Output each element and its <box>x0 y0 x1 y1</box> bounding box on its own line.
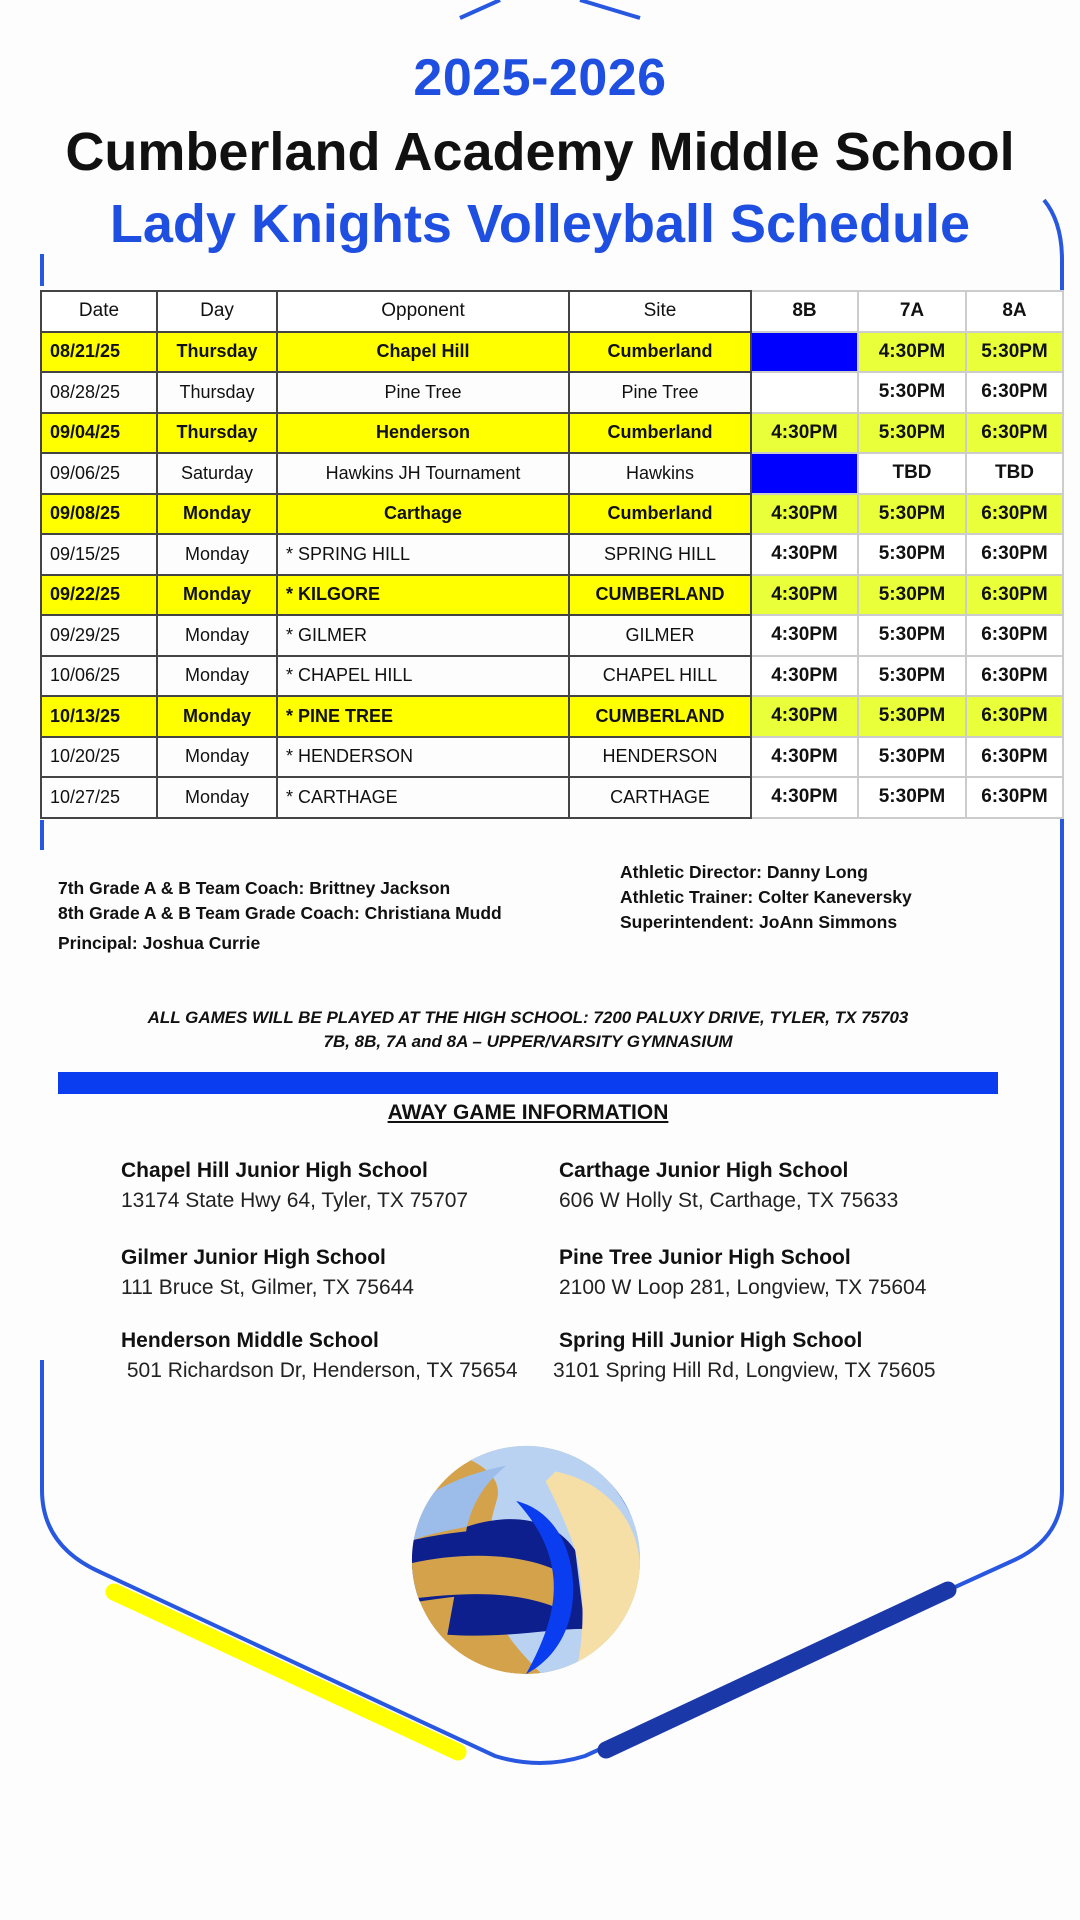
cell-date: 09/22/25 <box>41 575 157 616</box>
table-row <box>41 656 1063 697</box>
athletic-trainer: Athletic Trainer: Colter Kaneversky <box>620 887 912 907</box>
away-school-address: 111 Bruce St, Gilmer, TX 75644 <box>121 1276 414 1299</box>
table-header-row <box>41 291 1063 332</box>
cell-site: Cumberland <box>569 413 751 454</box>
cell-site: CHAPEL HILL <box>569 656 751 697</box>
cell-date: 10/27/25 <box>41 777 157 818</box>
volleyball-icon <box>408 1442 644 1678</box>
away-school-name: Pine Tree Junior High School <box>559 1246 851 1269</box>
season-year: 2025-2026 <box>413 49 667 107</box>
cell-opponent: Pine Tree <box>277 372 569 413</box>
cell-site: HENDERSON <box>569 737 751 778</box>
cell-time-8b <box>751 453 858 494</box>
cell-opponent: * KILGORE <box>277 575 569 616</box>
divider-bar <box>58 1072 998 1094</box>
cell-time-8a: 6:30PM <box>966 696 1063 737</box>
table-row <box>41 332 1063 373</box>
cell-opponent: * GILMER <box>277 615 569 656</box>
cell-day: Thursday <box>157 372 277 413</box>
cell-time-8a: 6:30PM <box>966 575 1063 616</box>
coach-8th-grade: 8th Grade A & B Team Grade Coach: Christiana Mudd <box>58 903 502 923</box>
cell-time-8b: 4:30PM <box>751 656 858 697</box>
away-game-title: AWAY GAME INFORMATION <box>387 1101 669 1124</box>
schedule-table <box>40 290 1064 819</box>
table-row <box>41 575 1063 616</box>
cell-site: Pine Tree <box>569 372 751 413</box>
yellow-stripe <box>114 1592 458 1752</box>
cell-date: 09/06/25 <box>41 453 157 494</box>
cell-day: Saturday <box>157 453 277 494</box>
away-school-address: 3101 Spring Hill Rd, Longview, TX 75605 <box>553 1359 936 1382</box>
cell-site: Cumberland <box>569 494 751 535</box>
col-header-8b: 8B <box>751 291 858 332</box>
superintendent: Superintendent: JoAnn Simmons <box>620 912 898 932</box>
cell-time-8b: 4:30PM <box>751 413 858 454</box>
cell-time-8a: 6:30PM <box>966 615 1063 656</box>
cell-day: Thursday <box>157 332 277 373</box>
cell-time-8a: 6:30PM <box>966 777 1063 818</box>
cell-time-8a: 6:30PM <box>966 413 1063 454</box>
col-header-8a: 8A <box>966 291 1063 332</box>
cell-time-8a: 6:30PM <box>966 737 1063 778</box>
cell-date: 10/13/25 <box>41 696 157 737</box>
cell-site: CARTHAGE <box>569 777 751 818</box>
cell-time-8a: TBD <box>966 453 1063 494</box>
header <box>40 40 1040 260</box>
cell-day: Thursday <box>157 413 277 454</box>
col-header-site: Site <box>569 291 751 332</box>
cell-date: 08/21/25 <box>41 332 157 373</box>
athletic-director: Athletic Director: Danny Long <box>620 862 868 882</box>
away-school-henderson <box>121 1326 561 1386</box>
cell-opponent: * HENDERSON <box>277 737 569 778</box>
table-row <box>41 453 1063 494</box>
cell-date: 09/08/25 <box>41 494 157 535</box>
cell-date: 08/28/25 <box>41 372 157 413</box>
away-school-address: 501 Richardson Dr, Henderson, TX 75654 <box>121 1359 518 1382</box>
administration <box>620 860 912 935</box>
cell-time-7a: 5:30PM <box>858 575 966 616</box>
away-school-name: Spring Hill Junior High School <box>559 1329 863 1352</box>
cell-time-7a: 5:30PM <box>858 615 966 656</box>
away-school-carthage <box>559 1156 999 1216</box>
cell-opponent: Hawkins JH Tournament <box>277 453 569 494</box>
cell-time-8a: 6:30PM <box>966 534 1063 575</box>
cell-date: 09/15/25 <box>41 534 157 575</box>
cell-time-8b: 4:30PM <box>751 777 858 818</box>
cell-date: 09/29/25 <box>41 615 157 656</box>
cell-day: Monday <box>157 575 277 616</box>
away-school-name: Chapel Hill Junior High School <box>121 1159 428 1182</box>
cell-time-7a: 5:30PM <box>858 656 966 697</box>
cell-time-8a: 5:30PM <box>966 332 1063 373</box>
cell-time-7a: 5:30PM <box>858 777 966 818</box>
col-header-date: Date <box>41 291 157 332</box>
cell-time-7a: 5:30PM <box>858 372 966 413</box>
cell-time-8b <box>751 332 858 373</box>
school-name: Cumberland Academy Middle School <box>65 122 1015 182</box>
table-row <box>41 615 1063 656</box>
schedule-title: Lady Knights Volleyball Schedule <box>109 194 971 254</box>
cell-site: SPRING HILL <box>569 534 751 575</box>
cell-time-8b: 4:30PM <box>751 737 858 778</box>
away-school-pine-tree <box>559 1243 999 1303</box>
cell-day: Monday <box>157 534 277 575</box>
cell-opponent: * PINE TREE <box>277 696 569 737</box>
away-school-name: Gilmer Junior High School <box>121 1246 386 1269</box>
table-row <box>41 494 1063 535</box>
cell-time-8b: 4:30PM <box>751 494 858 535</box>
away-school-address: 2100 W Loop 281, Longview, TX 75604 <box>559 1276 927 1299</box>
table-row <box>41 696 1063 737</box>
cell-day: Monday <box>157 494 277 535</box>
cell-site: CUMBERLAND <box>569 696 751 737</box>
cell-day: Monday <box>157 656 277 697</box>
coach-7th-grade: 7th Grade A & B Team Coach: Brittney Jackson <box>58 878 451 898</box>
table-row <box>41 534 1063 575</box>
venue-notice-line2: 7B, 8B, 7A and 8A – UPPER/VARSITY GYMNASIUM <box>323 1032 733 1051</box>
cell-opponent: Chapel Hill <box>277 332 569 373</box>
table-row <box>41 737 1063 778</box>
cell-day: Monday <box>157 737 277 778</box>
cell-time-8b: 4:30PM <box>751 534 858 575</box>
col-header-opponent: Opponent <box>277 291 569 332</box>
navy-stripe <box>606 1590 948 1750</box>
cell-opponent: * CARTHAGE <box>277 777 569 818</box>
cell-time-8a: 6:30PM <box>966 372 1063 413</box>
table-row <box>41 372 1063 413</box>
cell-time-8b: 4:30PM <box>751 696 858 737</box>
principal: Principal: Joshua Currie <box>58 933 261 953</box>
cell-time-8a: 6:30PM <box>966 656 1063 697</box>
cell-time-7a: 5:30PM <box>858 737 966 778</box>
cell-time-7a: 5:30PM <box>858 534 966 575</box>
venue-notice <box>40 1006 1016 1054</box>
cell-date: 09/04/25 <box>41 413 157 454</box>
away-school-chapel-hill <box>121 1156 561 1216</box>
cell-site: GILMER <box>569 615 751 656</box>
coaching-staff <box>58 876 502 956</box>
cell-time-8b: 4:30PM <box>751 575 858 616</box>
cell-time-7a: 5:30PM <box>858 413 966 454</box>
cell-date: 10/20/25 <box>41 737 157 778</box>
away-school-name: Carthage Junior High School <box>559 1159 849 1182</box>
away-school-address: 13174 State Hwy 64, Tyler, TX 75707 <box>121 1189 469 1212</box>
cell-site: Hawkins <box>569 453 751 494</box>
cell-time-8a: 6:30PM <box>966 494 1063 535</box>
cell-time-8b: 4:30PM <box>751 615 858 656</box>
away-school-gilmer <box>121 1243 561 1303</box>
cell-opponent: Henderson <box>277 413 569 454</box>
cell-time-7a: 4:30PM <box>858 332 966 373</box>
cell-site: Cumberland <box>569 332 751 373</box>
away-school-name: Henderson Middle School <box>121 1329 379 1352</box>
cell-day: Monday <box>157 696 277 737</box>
cell-time-8b <box>751 372 858 413</box>
away-school-spring-hill <box>553 1326 1013 1386</box>
cell-day: Monday <box>157 777 277 818</box>
col-header-7a: 7A <box>858 291 966 332</box>
cell-day: Monday <box>157 615 277 656</box>
cell-site: CUMBERLAND <box>569 575 751 616</box>
table-row <box>41 413 1063 454</box>
away-school-address: 606 W Holly St, Carthage, TX 75633 <box>559 1189 899 1212</box>
cell-opponent: * CHAPEL HILL <box>277 656 569 697</box>
cell-date: 10/06/25 <box>41 656 157 697</box>
cell-time-7a: 5:30PM <box>858 696 966 737</box>
venue-notice-line1: ALL GAMES WILL BE PLAYED AT THE HIGH SCHOOL: 7200 PALUXY DRIVE, TYLER, TX 75703 <box>147 1008 909 1027</box>
cell-time-7a: 5:30PM <box>858 494 966 535</box>
cell-opponent: * SPRING HILL <box>277 534 569 575</box>
cell-opponent: Carthage <box>277 494 569 535</box>
cell-time-7a: TBD <box>858 453 966 494</box>
col-header-day: Day <box>157 291 277 332</box>
table-row <box>41 777 1063 818</box>
